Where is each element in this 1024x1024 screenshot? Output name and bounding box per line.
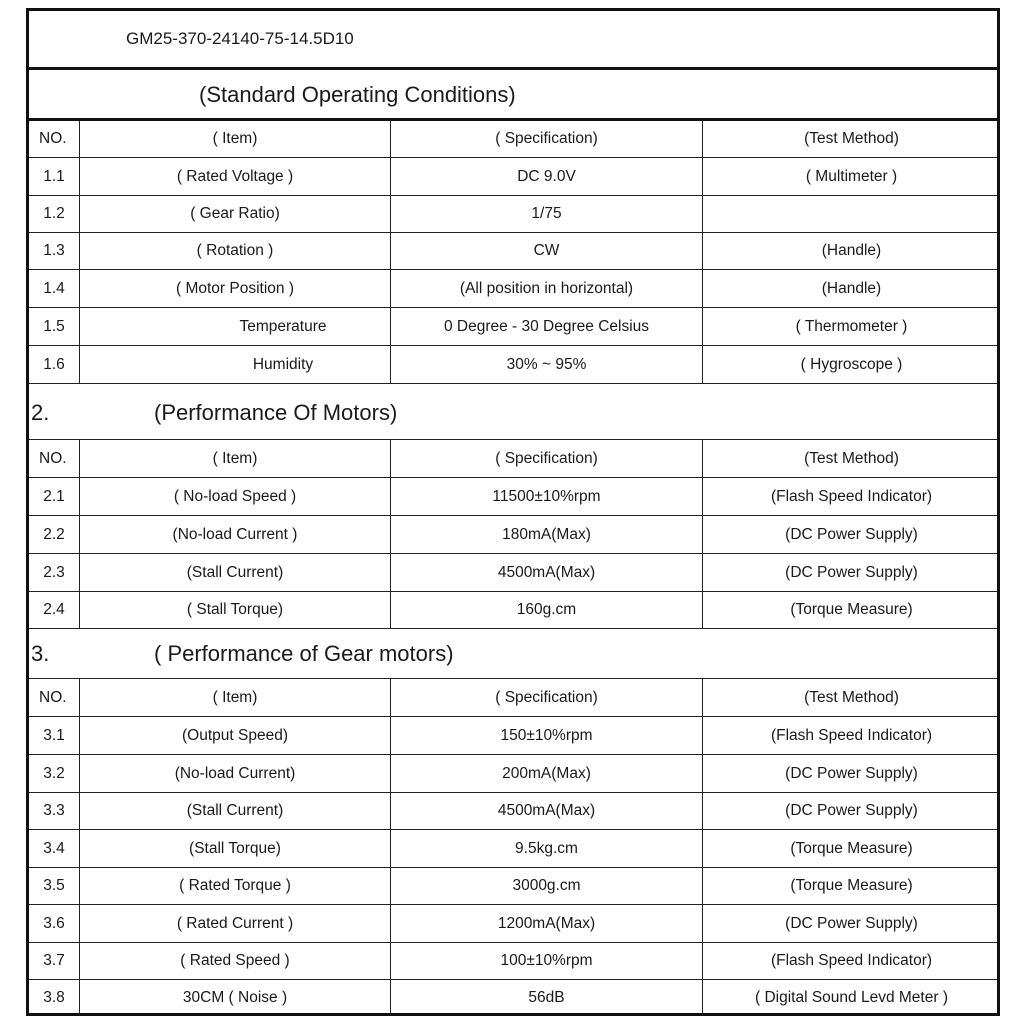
col-spec-header: ( Specification) (390, 121, 702, 157)
table-row (29, 158, 997, 196)
row-item: ( Rated Torque ) (79, 868, 390, 904)
section3-header-row (29, 679, 997, 717)
col-no-header: NO. (39, 688, 67, 706)
row-method (702, 196, 1000, 232)
row-number: 1.1 (43, 167, 65, 185)
table-row (29, 554, 997, 592)
col-no-header: NO. (39, 130, 67, 147)
row-item: ( No-load Speed ) (79, 478, 390, 515)
row-number: 1.4 (43, 279, 65, 297)
section1-title: (Standard Operating Conditions) (199, 82, 516, 107)
row-method: (DC Power Supply) (702, 905, 1000, 942)
row-spec: 1200mA(Max) (390, 905, 702, 942)
col-item-header: ( Item) (79, 440, 390, 477)
table-row (29, 943, 997, 980)
row-method: ( Multimeter ) (702, 158, 1000, 195)
table-row (29, 717, 997, 755)
col-method-header: (Test Method) (702, 679, 1000, 716)
row-number: 2.2 (43, 525, 65, 543)
section1-header-row (29, 121, 997, 158)
row-item: ( Rated Voltage ) (79, 158, 390, 195)
row-number: 3.3 (43, 802, 65, 819)
table-row (29, 755, 997, 793)
row-number: 3.4 (43, 839, 65, 857)
row-number: 1.2 (43, 205, 65, 222)
row-number: 3.6 (43, 914, 65, 932)
row-method: (Torque Measure) (702, 592, 1000, 628)
table-row (29, 196, 997, 233)
row-spec: 30% ~ 95% (390, 346, 702, 383)
row-item: ( Rated Current ) (79, 905, 390, 942)
row-method: (DC Power Supply) (702, 793, 1000, 829)
row-spec: 56dB (390, 980, 702, 1016)
row-spec: 4500mA(Max) (390, 554, 702, 591)
table-row (29, 308, 997, 346)
table-row (29, 478, 997, 516)
row-item: 30CM ( Noise ) (79, 980, 390, 1016)
row-item: (Stall Current) (79, 793, 390, 829)
section2-title: (Performance Of Motors) (154, 400, 398, 425)
row-method: (DC Power Supply) (702, 554, 1000, 591)
row-method: ( Hygroscope ) (702, 346, 1000, 383)
col-spec-header: ( Specification) (390, 440, 702, 477)
row-item: ( Rotation ) (79, 233, 390, 269)
row-method: (DC Power Supply) (702, 516, 1000, 553)
row-item: ( Gear Ratio) (79, 196, 390, 232)
row-item: (Stall Torque) (79, 830, 390, 867)
row-number: 3.5 (43, 877, 65, 894)
section2-heading-row (29, 384, 997, 440)
row-method: (Handle) (702, 233, 1000, 269)
row-item: (No-load Current) (79, 755, 390, 792)
col-item-header: ( Item) (79, 121, 390, 157)
row-spec: 180mA(Max) (390, 516, 702, 553)
section3-title: ( Performance of Gear motors) (154, 641, 454, 666)
row-spec: 3000g.cm (390, 868, 702, 904)
table-row (29, 830, 997, 868)
row-spec: 200mA(Max) (390, 755, 702, 792)
row-spec: DC 9.0V (390, 158, 702, 195)
row-item: (Output Speed) (79, 717, 390, 754)
table-row (29, 516, 997, 554)
row-spec: 4500mA(Max) (390, 793, 702, 829)
section3-heading-row (29, 629, 997, 679)
table-row (29, 592, 997, 629)
row-item: (Stall Current) (79, 554, 390, 591)
col-spec-header: ( Specification) (390, 679, 702, 716)
row-method: (Handle) (702, 270, 1000, 307)
row-spec: 160g.cm (390, 592, 702, 628)
section3-number: 3. (31, 641, 50, 666)
row-number: 2.1 (43, 487, 65, 505)
row-number: 3.2 (43, 764, 65, 782)
row-spec: 11500±10%rpm (390, 478, 702, 515)
row-number: 2.3 (43, 563, 65, 581)
model-row (29, 11, 997, 70)
table-row (29, 346, 997, 384)
row-spec: 150±10%rpm (390, 717, 702, 754)
row-method: (DC Power Supply) (702, 755, 1000, 792)
row-spec: 100±10%rpm (390, 943, 702, 979)
table-row (29, 868, 997, 905)
row-spec: CW (390, 233, 702, 269)
row-spec: 0 Degree - 30 Degree Celsius (390, 308, 702, 345)
row-item: ( Motor Position ) (79, 270, 390, 307)
row-method: (Flash Speed Indicator) (702, 478, 1000, 515)
row-number: 3.7 (43, 952, 65, 969)
section2-number: 2. (31, 400, 50, 425)
row-spec: 1/75 (390, 196, 702, 232)
row-method: (Flash Speed Indicator) (702, 943, 1000, 979)
row-number: 1.5 (43, 317, 65, 335)
row-method: (Torque Measure) (702, 868, 1000, 904)
row-number: 1.3 (43, 242, 65, 259)
col-item-header: ( Item) (79, 679, 390, 716)
table-row (29, 905, 997, 943)
row-item: (No-load Current ) (79, 516, 390, 553)
row-method: ( Digital Sound Levd Meter ) (702, 980, 1000, 1016)
spec-sheet (26, 8, 1000, 1016)
row-method: (Flash Speed Indicator) (702, 717, 1000, 754)
row-item: Humidity (79, 346, 390, 383)
row-item: Temperature (79, 308, 390, 345)
table-row (29, 793, 997, 830)
col-method-header: (Test Method) (702, 440, 1000, 477)
row-number: 3.1 (43, 726, 65, 744)
table-row (29, 980, 997, 1016)
row-number: 3.8 (43, 989, 65, 1006)
row-spec: 9.5kg.cm (390, 830, 702, 867)
row-method: (Torque Measure) (702, 830, 1000, 867)
section1-heading-row (29, 70, 997, 121)
row-item: ( Stall Torque) (79, 592, 390, 628)
table-row (29, 233, 997, 270)
row-item: ( Rated Speed ) (79, 943, 390, 979)
row-method: ( Thermometer ) (702, 308, 1000, 345)
row-number: 2.4 (43, 601, 65, 618)
section2-header-row (29, 440, 997, 478)
model-number: GM25-370-24140-75-14.5D10 (126, 29, 354, 48)
col-no-header: NO. (39, 449, 67, 467)
row-number: 1.6 (43, 355, 65, 373)
col-method-header: (Test Method) (702, 121, 1000, 157)
row-spec: (All position in horizontal) (390, 270, 702, 307)
table-row (29, 270, 997, 308)
